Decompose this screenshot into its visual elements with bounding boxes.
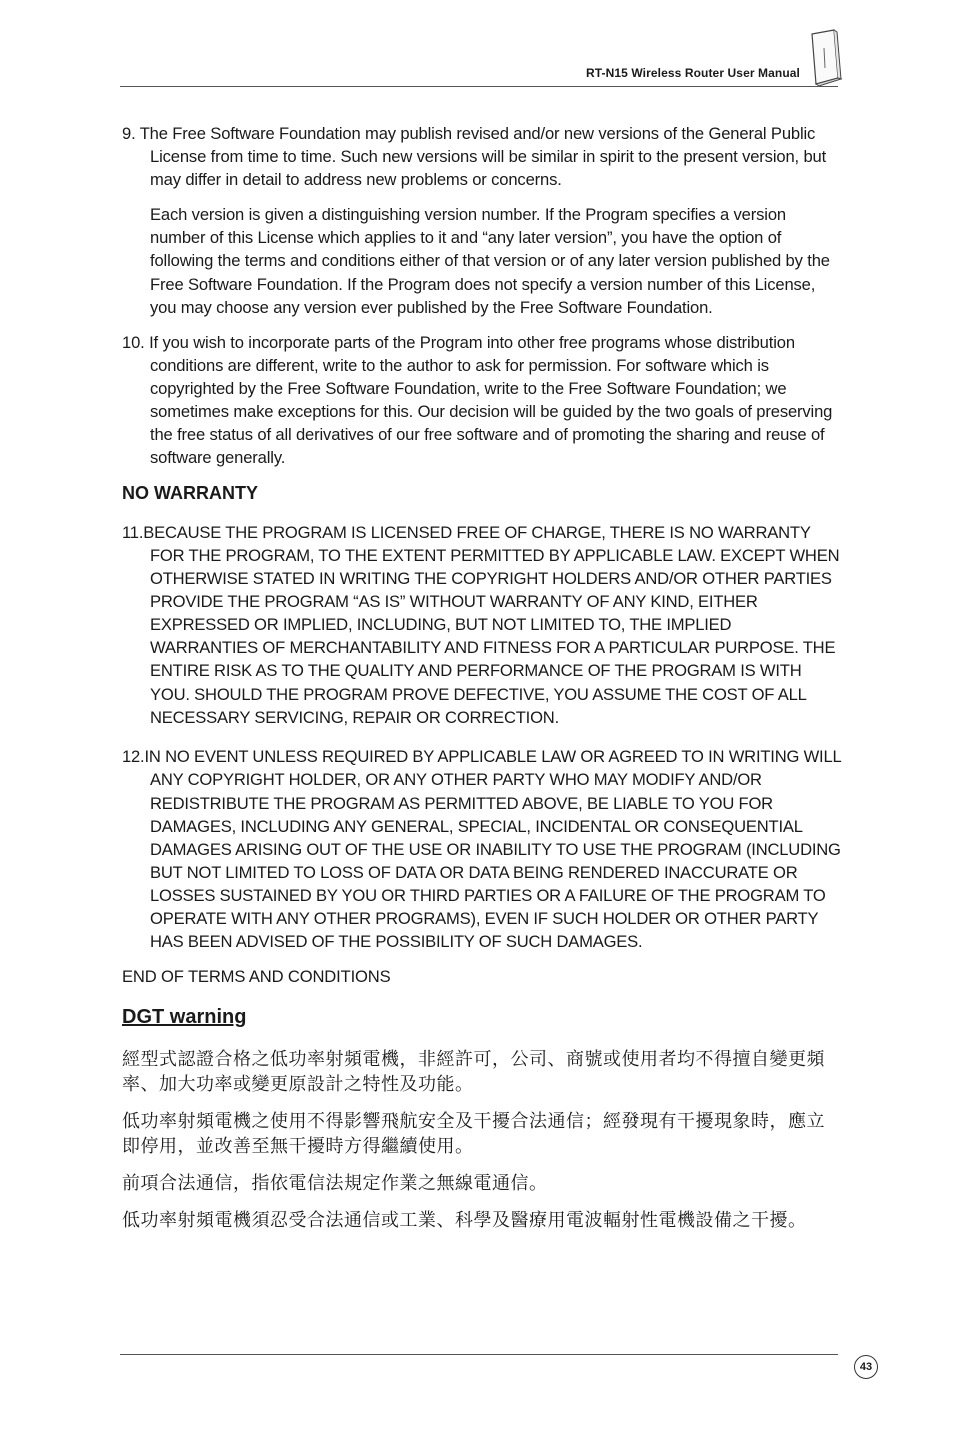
clause-9-continued: Each version is given a distinguishing version number. If the Program specifies a version number of this License which applies to it and “any later version”, you have the option of following the terms and conditions either of that version or of any later version published by the Free Software Foundation. If the Program does not specify a version number of this License, you may choose any version ever published by the Free Software Foundation. bbox=[150, 205, 830, 317]
dgt-paragraph-2: 低功率射頻電機之使用不得影響飛航安全及干擾合法通信；經發現有干擾現象時，應立即停用，並改善至無干擾時方得繼續使用。 bbox=[122, 1111, 825, 1158]
dgt-paragraph-1: 經型式認證合格之低功率射頻電機，非經許可，公司、商號或使用者均不得擅自變更頻率、加大功率或變更原設計之特性及功能。 bbox=[122, 1049, 825, 1096]
no-warranty-heading: NO WARRANTY bbox=[122, 483, 258, 504]
header-rule bbox=[120, 86, 838, 87]
router-icon bbox=[804, 28, 844, 90]
page-number: 43 bbox=[854, 1355, 878, 1379]
dgt-paragraph-3: 前項合法通信，指依電信法規定作業之無線電通信。 bbox=[122, 1173, 548, 1195]
footer-rule bbox=[120, 1354, 838, 1355]
manual-title: RT-N15 Wireless Router User Manual bbox=[585, 66, 800, 80]
clause-12: 12.IN NO EVENT UNLESS REQUIRED BY APPLICABLE LAW OR AGREED TO IN WRITING WILL ANY COPYRIGHT HOLDER, OR ANY OTHER PARTY WHO MAY MODIFY AND/OR REDISTRIBUTE THE PROGRAM AS PERMITTED ABOVE, BE LIABLE TO YOU FOR DAMAGES, INCLUDING ANY GENERAL, SPECIAL, INCIDENTAL OR CONSEQUENTIAL DAMAGES ARISING OUT OF THE USE OR INABILITY TO USE THE PROGRAM (INCLUDING BUT NOT LIMITED TO LOSS OF DATA OR DATA BEING RENDERED INACCURATE OR LOSSES SUSTAINED BY YOU OR THIRD PARTIES OR A FAILURE OF THE PROGRAM TO OPERATE WITH ANY OTHER PROGRAMS), EVEN IF SUCH HOLDER OR OTHER PARTY HAS BEEN ADVISED OF THE POSSIBILITY OF SUCH DAMAGES. bbox=[122, 747, 841, 952]
clause-11: 11.BECAUSE THE PROGRAM IS LICENSED FREE OF CHARGE, THERE IS NO WARRANTY FOR THE PROGRAM, TO THE EXTENT PERMITTED BY APPLICABLE LAW. EXCEPT WHEN OTHERWISE STATED IN WRITING THE COPYRIGHT HOLDERS AND/OR OTHER PARTIES PROVIDE THE PROGRAM “AS IS” WITHOUT WARRANTY OF ANY KIND, EITHER EXPRESSED OR IMPLIED, INCLUDING, BUT NOT LIMITED TO, THE IMPLIED WARRANTIES OF MERCHANTABILITY AND FITNESS FOR A PARTICULAR PURPOSE. THE ENTIRE RISK AS TO THE QUALITY AND PERFORMANCE OF THE PROGRAM IS WITH YOU. SHOULD THE PROGRAM PROVE DEFECTIVE, YOU ASSUME THE COST OF ALL NECESSARY SERVICING, REPAIR OR CORRECTION. bbox=[122, 522, 840, 727]
clause-9: 9. The Free Software Foundation may publish revised and/or new versions of the General Public License from time to time. Such new versions will be similar in spirit to the present version, but may differ in detail to address new problems or concerns. bbox=[122, 124, 827, 190]
dgt-warning-heading: DGT warning bbox=[122, 1006, 247, 1029]
end-of-terms: END OF TERMS AND CONDITIONS bbox=[122, 967, 391, 987]
clause-10: 10. If you wish to incorporate parts of the Program into other free programs whose distribution conditions are different, write to the author to ask for permission. For software which is copyrighted by the Free Software Foundation, write to the Free Software Foundation; we sometimes make exceptions for this. Our decision will be guided by the two goals of preserving the free status of all derivatives of our free software and of promoting the sharing and reuse of software generally. bbox=[122, 332, 833, 468]
dgt-paragraph-4: 低功率射頻電機須忍受合法通信或工業、科學及醫療用電波輻射性電機設備之干擾。 bbox=[122, 1210, 807, 1232]
page-content bbox=[122, 122, 842, 1245]
